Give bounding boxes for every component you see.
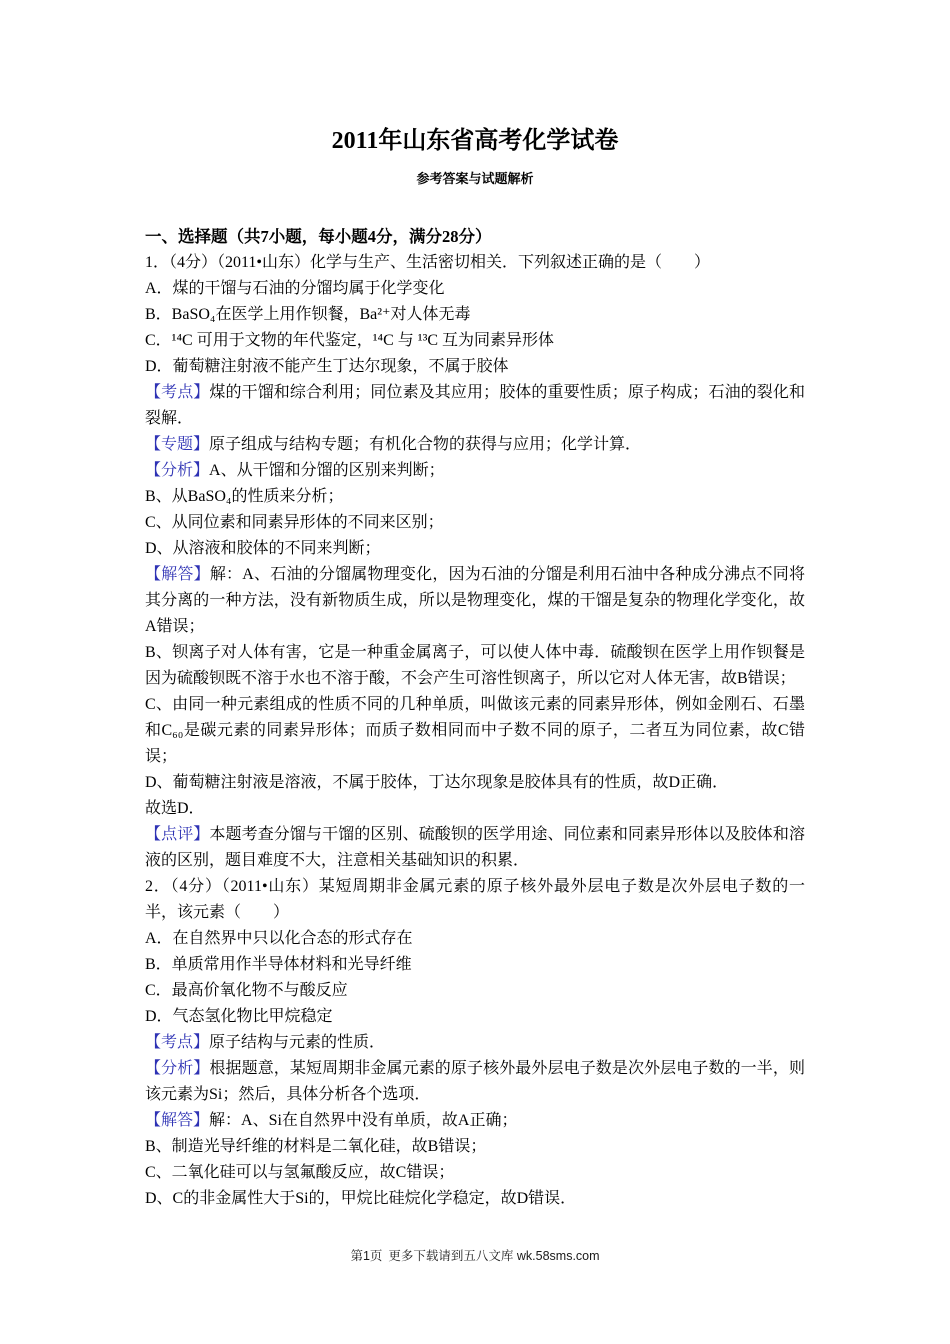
q2-option-a: A．在自然界中只以化合态的形式存在: [145, 930, 413, 947]
fenxi-label: 【分析】: [145, 1060, 210, 1077]
q2-jieda-d: D、C的非金属性大于Si的，甲烷比硅烷化学稳定，故D错误．: [145, 1190, 577, 1207]
q1-zhuanti-text: 原子组成与结构专题；有机化合物的获得与应用；化学计算．: [209, 436, 642, 453]
q1-fenxi-c: C、从同位素和同素异形体的不同来区别；: [145, 514, 444, 531]
q1-jieda-c: C、由同一种元素组成的性质不同的几种单质，叫做该元素的同素异形体，例如金刚石、石墨和C₆₀是碳元素的同素异形体；而质子数相同而中子数不同的原子，二者互为同位素，故C错误；: [145, 696, 805, 765]
q1-jieda-d: D、葡萄糖注射液是溶液，不属于胶体，丁达尔现象是胶体具有的性质，故D正确．: [145, 774, 729, 791]
q2-stem: 2．（4分）（2011•山东）某短周期非金属元素的原子核外最外层电子数是次外层电子数的一半，该元素（ ）: [145, 878, 805, 921]
page-subtitle: 参考答案与试题解析: [416, 171, 534, 186]
jieda-label: 【解答】: [145, 1112, 210, 1129]
q1-answer: 故选D．: [145, 800, 205, 817]
q2-fenxi: [145, 1056, 805, 1108]
q1-jieda-b: B、钡离子对人体有害，它是一种重金属离子，可以使人体中毒．硫酸钡在医学上用作钡餐是因为硫酸钡既不溶于水也不溶于酸，不会产生可溶性钡离子，所以它对人体无害，故B错误；: [145, 644, 805, 687]
q2-kaodian: [145, 1030, 805, 1056]
q1-kaodian-text: 煤的干馏和综合利用；同位素及其应用；胶体的重要性质；原子构成；石油的裂化和裂解．: [145, 384, 805, 427]
section-heading: 一、选择题（共7小题，每小题4分，满分28分）: [145, 227, 492, 246]
dianping-label: 【点评】: [145, 826, 210, 843]
jieda-label: 【解答】: [145, 566, 210, 583]
q2-option-d: D．气态氢化物比甲烷稳定: [145, 1008, 333, 1025]
q1-option-a: A．煤的干馏与石油的分馏均属于化学变化: [145, 280, 445, 297]
q1-fenxi-a: [145, 458, 805, 484]
q1-option-c: C．¹⁴C 可用于文物的年代鉴定，¹⁴C 与 ¹³C 互为同素异形体: [145, 332, 555, 349]
q2-jieda-b: B、制造光导纤维的材料是二氧化硅，故B错误；: [145, 1138, 487, 1155]
q1-jieda-a-text: 解：A、石油的分馏属物理变化，因为石油的分馏是利用石油中各种成分沸点不同将其分离的一种方法，没有新物质生成，所以是物理变化，煤的干馏是复杂的物理化学变化，故A错误；: [145, 566, 805, 635]
fenxi-label: 【分析】: [145, 462, 210, 479]
page-title: 2011年山东省高考化学试卷: [331, 128, 619, 154]
q1-stem: 1．（4分）（2011•山东）化学与生产、生活密切相关．下列叙述正确的是（ ）: [145, 254, 711, 271]
q2-kaodian-text: 原子结构与元素的性质．: [209, 1034, 386, 1051]
q2-option-b: B．单质常用作半导体材料和光导纤维: [145, 956, 412, 973]
q1-dianping-text: 本题考查分馏与干馏的区别、硫酸钡的医学用途、同位素和同素异形体以及胶体和溶液的区别，题目难度不大，注意相关基础知识的积累．: [145, 826, 805, 869]
kaodian-label: 【考点】: [145, 1034, 210, 1051]
q2-jieda-a: [145, 1108, 805, 1134]
footer-source-text: 更多下载请到五八文库 wk.58sms.com: [388, 1249, 600, 1263]
footer-page-number: 第1页: [350, 1249, 383, 1263]
q2-jieda-c: C、二氧化硅可以与氢氟酸反应，故C错误；: [145, 1164, 455, 1181]
q1-dianping: [145, 822, 805, 874]
kaodian-label: 【考点】: [145, 384, 210, 401]
q2-fenxi-text: 根据题意，某短周期非金属元素的原子核外最外层电子数是次外层电子数的一半，则该元素为Si；然后，具体分析各个选项．: [145, 1060, 805, 1103]
q1-option-d: D．葡萄糖注射液不能产生丁达尔现象，不属于胶体: [145, 358, 509, 375]
q1-zhuanti: [145, 432, 805, 458]
zhuanti-label: 【专题】: [145, 436, 210, 453]
q1-fenxi-d: D、从溶液和胶体的不同来判断；: [145, 540, 381, 557]
q1-jieda-a: [145, 562, 805, 640]
q1-fenxi-b: B、从BaSO₄的性质来分析；: [145, 488, 344, 505]
page-footer: [0, 1248, 950, 1264]
q2-option-c: C．最高价氧化物不与酸反应: [145, 982, 348, 999]
q1-kaodian: [145, 380, 805, 432]
q2-jieda-a-text: 解：A、Si在自然界中没有单质，故A正确；: [209, 1112, 518, 1129]
q1-option-b: B．BaSO₄在医学上用作钡餐，Ba²⁺对人体无毒: [145, 306, 471, 323]
q1-fenxi-a-text: A、从干馏和分馏的区别来判断；: [209, 462, 445, 479]
